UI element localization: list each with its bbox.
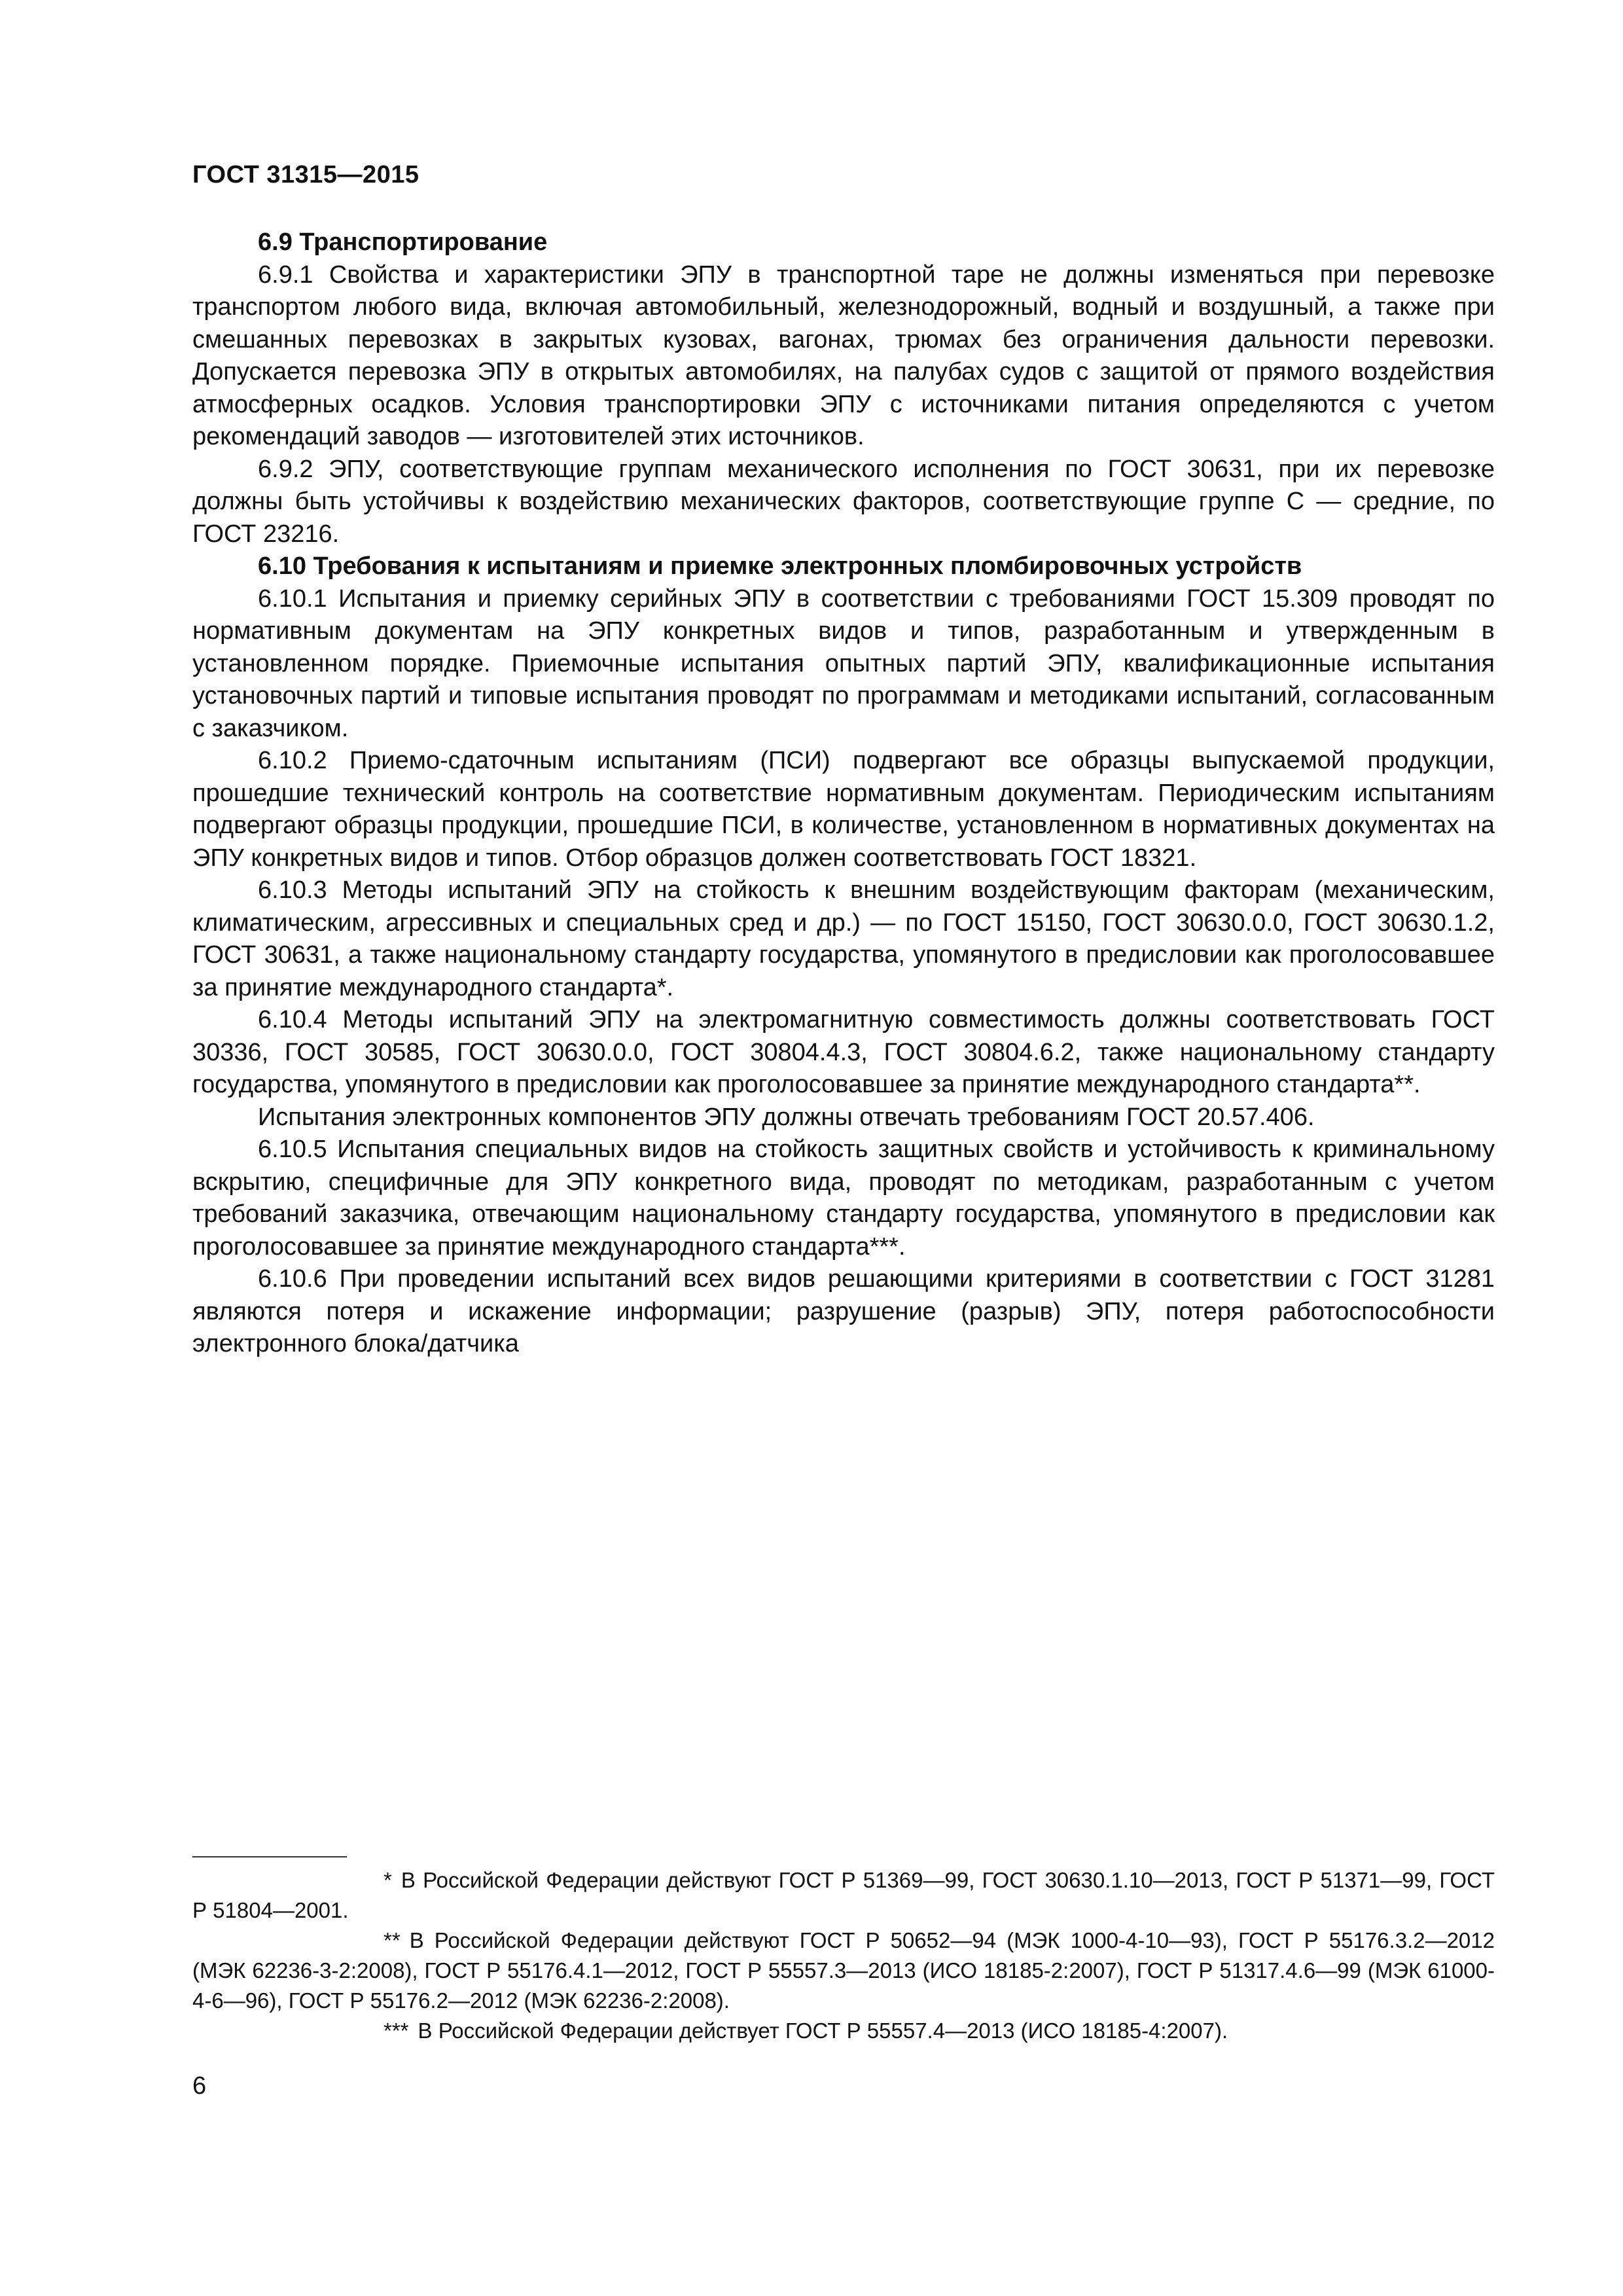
footnotes xyxy=(192,1865,1495,2046)
paragraph-6-9-2: 6.9.2 ЭПУ, соответствующие группам механического исполнения по ГОСТ 30631, при их перевозке должны быть устойчивы к воздействию механических факторов, соответствующие группе С — средние, по ГОСТ 23216. xyxy=(192,455,1495,548)
footnote-text: В Российской Федерации действуют ГОСТ Р 51369—99, ГОСТ 30630.1.10—2013, ГОСТ Р 51371—99, ГОСТ Р 51804—2001. xyxy=(192,1868,1495,1922)
paragraph-6-10-2: 6.10.2 Приемо-сдаточным испытаниям (ПСИ) подвергают все образцы выпускаемой продукции, прошедшие технический контроль на соответствие нормативным документам. Периодическим испытаниям подвергают образцы продукции, прошедшие ПСИ, в количестве, установленном в нормативных документах на ЭПУ конкретных видов и типов. Отбор образцов должен соответствовать ГОСТ 18321. xyxy=(192,747,1495,872)
footnote-separator xyxy=(192,1856,347,1857)
document-header: ГОСТ 31315—2015 xyxy=(192,161,419,188)
footnote-text: В Российской Федерации действует ГОСТ Р 55557.4—2013 (ИСО 18185-4:2007). xyxy=(418,2018,1228,2043)
footnote xyxy=(192,1926,1495,2016)
footnote-mark: ** xyxy=(383,1928,401,1952)
footnote-mark: * xyxy=(383,1868,392,1892)
footnote xyxy=(192,1865,1495,1926)
page-number: 6 xyxy=(192,2072,207,2100)
paragraph-6-10-3: 6.10.3 Методы испытаний ЭПУ на стойкость к внешним воздействующим факторам (механическим, климатическим, агрессивных и специальных сред и др.) — по ГОСТ 15150, ГОСТ 30630.0.0, ГОСТ 30630.1.2, ГОСТ 30631, а также национальному стандарту государства, упомянутого в предисловии как проголосовавшее за принятие международного стандарта*. xyxy=(192,876,1495,1001)
paragraph-6-10-4: 6.10.4 Методы испытаний ЭПУ на электромагнитную совместимость должны соответствовать ГОСТ 30336, ГОСТ 30585, ГОСТ 30630.0.0, ГОСТ 30804.4.3, ГОСТ 30804.6.2, также национальному стандарту государства, упомянутого в предисловии как проголосовавшее за принятие международного стандарта**. xyxy=(192,1006,1495,1098)
footnote-text: В Российской Федерации действуют ГОСТ Р 50652—94 (МЭК 1000-4-10—93), ГОСТ Р 55176.3.2—2012 (МЭК 62236-3-2:2008), ГОСТ Р 55176.4.1—2012, ГОСТ Р 55557.3—2013 (ИСО 18185-2:2007), ГОСТ Р 51317.4.6—99 (МЭК 61000-4-6—96), ГОСТ Р 55176.2—2012 (МЭК 62236-2:2008). xyxy=(192,1928,1495,2013)
paragraph-6-9-1: 6.9.1 Свойства и характеристики ЭПУ в транспортной таре не должны изменяться при перевозке транспортом любого вида, включая автомобильный, железнодорожный, водный и воздушный, а также при смешанных перевозках в закрытых кузовах, вагонах, трюмах без ограничения дальности перевозки. Допускается перевозка ЭПУ в открытых автомобилях, на палубах судов с защитой от прямого воздействия атмосферных осадков. Условия транспортировки ЭПУ с источниками питания определяются с учетом рекомендаций заводов — изготовителей этих источников. xyxy=(192,260,1495,450)
paragraph-6-10-4-components: Испытания электронных компонентов ЭПУ должны отвечать требованиям ГОСТ 20.57.406. xyxy=(258,1103,1315,1131)
paragraph-6-10-6: 6.10.6 При проведении испытаний всех видов решающими критериями в соответствии с ГОСТ 31281 являются потеря и искажение информации; разрушение (разрыв) ЭПУ, потеря работоспособности электронного блока/датчика xyxy=(192,1265,1495,1357)
section-heading-6-9: 6.9 Транспортирование xyxy=(258,228,548,256)
section-heading-6-10: 6.10 Требования к испытаниям и приемке электронных пломбировочных устройств xyxy=(258,552,1302,580)
footnote xyxy=(192,2016,1495,2046)
paragraph-6-10-1: 6.10.1 Испытания и приемку серийных ЭПУ в соответствии с требованиями ГОСТ 15.309 проводят по нормативным документам на ЭПУ конкретных видов и типов, разработанным и утвержденным в установленном порядке. Приемочные испытания опытных партий ЭПУ, квалификационные испытания установочных партий и типовые испытания проводят по программам и методиками испытаний, согласованным с заказчиком. xyxy=(192,584,1495,742)
main-text xyxy=(192,226,1495,1361)
footnote-mark: *** xyxy=(383,2018,409,2043)
paragraph-6-10-5: 6.10.5 Испытания специальных видов на стойкость защитных свойств и устойчивость к криминальному вскрытию, специфичные для ЭПУ конкретного вида, проводят по методикам, разработанным с учетом требований заказчика, отвечающим национальному стандарту государства, упомянутого в предисловии как проголосовавшее за принятие международного стандарта***. xyxy=(192,1136,1495,1261)
